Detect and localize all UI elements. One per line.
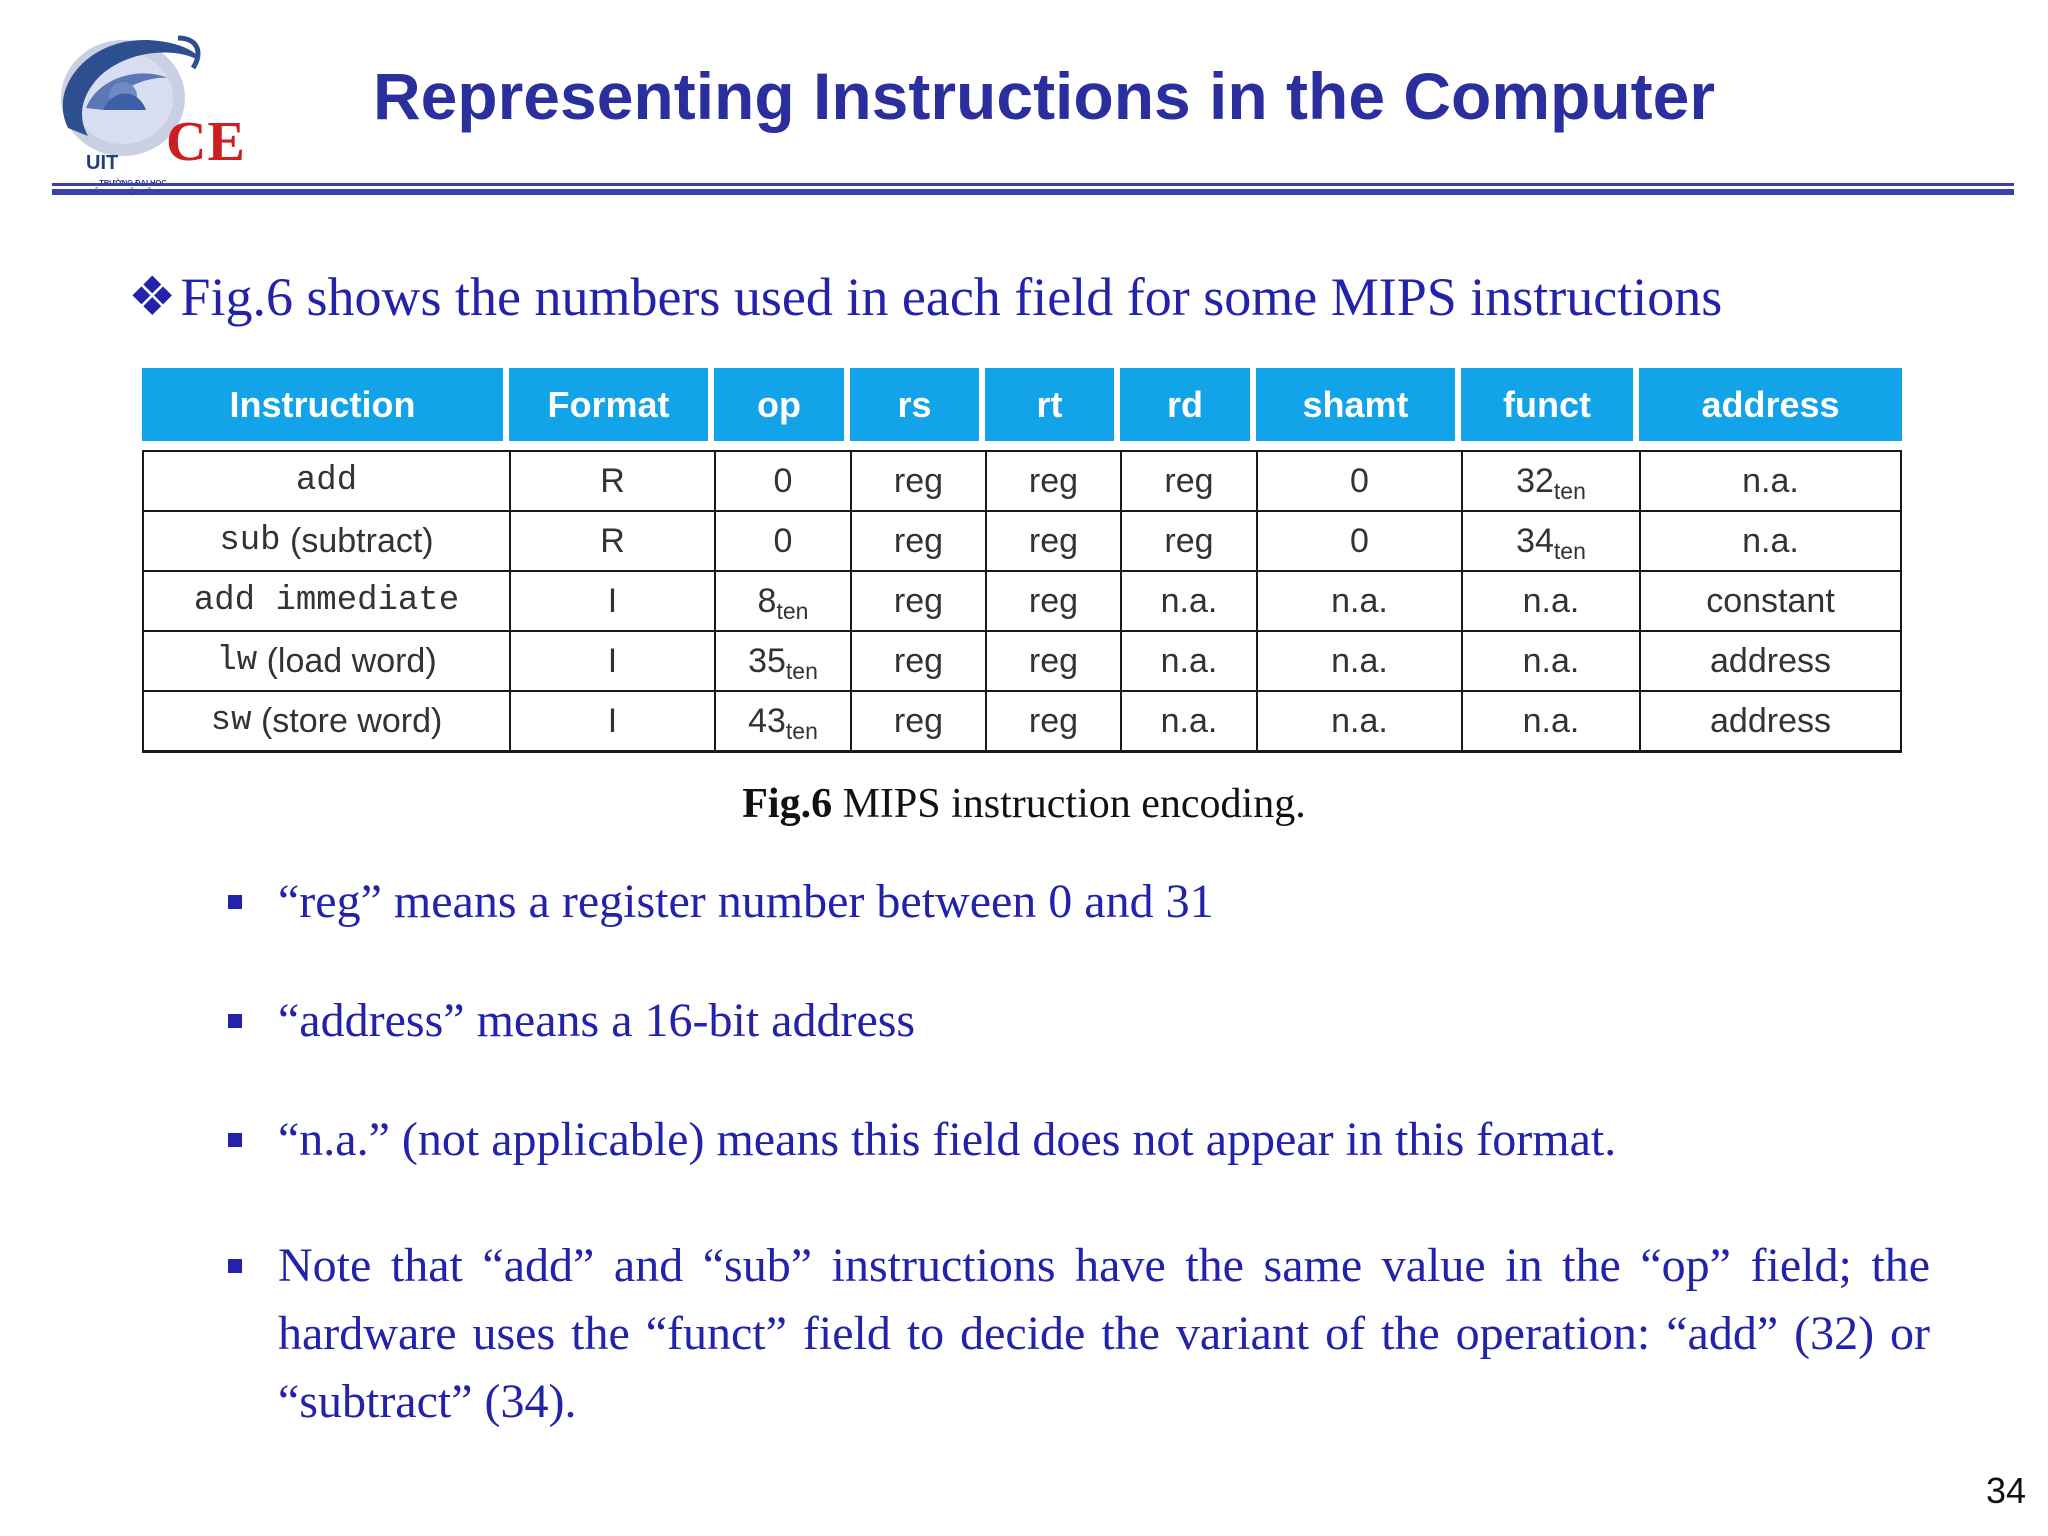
cell-op: 0 (716, 452, 852, 510)
cell-format: I (511, 692, 716, 750)
cell-funct: n.a. (1463, 632, 1641, 690)
op-value: 35 (748, 641, 786, 680)
instr-code: add immediate (193, 582, 460, 620)
cell-rs: reg (852, 512, 987, 570)
logo-uit-text: UIT (86, 152, 119, 174)
cell-shamt: n.a. (1258, 572, 1463, 630)
instr-desc: (subtract) (290, 521, 434, 560)
cell-instruction (144, 692, 511, 750)
op-subscript: ten (776, 597, 809, 624)
cell-shamt: n.a. (1258, 632, 1463, 690)
cell-rd: n.a. (1122, 572, 1258, 630)
cell-funct (1463, 512, 1641, 570)
cell-op (716, 632, 852, 690)
cell-rd: n.a. (1122, 692, 1258, 750)
page-number: 34 (1985, 1470, 2026, 1511)
instr-code: sw (210, 702, 252, 740)
figure-caption (0, 780, 2048, 828)
cell-address: address (1710, 641, 1831, 680)
caption-label: Fig.6 (742, 781, 833, 827)
op-value: 43 (748, 701, 786, 740)
cell-rt: reg (987, 632, 1122, 690)
header-rt: rt (985, 368, 1114, 441)
table-row (144, 572, 1900, 632)
instr-code: lw (216, 642, 258, 680)
cell-funct (1463, 452, 1641, 510)
cell-rs: reg (852, 692, 987, 750)
op-value: 8 (757, 581, 777, 620)
funct-value: 34 (1516, 521, 1554, 560)
table-row (144, 692, 1900, 750)
cell-rt: reg (987, 572, 1122, 630)
instr-desc: (store word) (260, 701, 443, 740)
cell-instruction (144, 572, 511, 630)
header-rs: rs (850, 368, 979, 441)
cell-rs: reg (852, 632, 987, 690)
table-header-row (142, 368, 1902, 441)
square-bullet-icon (228, 895, 242, 909)
funct-value: 32 (1516, 461, 1554, 500)
cell-address: n.a. (1742, 461, 1799, 500)
cell-shamt: 0 (1258, 452, 1463, 510)
cell-instruction (144, 512, 511, 570)
table-body (142, 450, 1902, 753)
table-row (144, 512, 1900, 572)
cell-rs: reg (852, 452, 987, 510)
list-item (230, 987, 1930, 1055)
cell-funct: n.a. (1463, 572, 1641, 630)
op-subscript: ten (785, 657, 818, 684)
square-bullet-icon (228, 1014, 242, 1028)
header-op: op (714, 368, 844, 441)
header-format: Format (509, 368, 708, 441)
cell-rd: n.a. (1122, 632, 1258, 690)
header-rd: rd (1120, 368, 1250, 441)
cell-format: R (511, 452, 716, 510)
list-item (230, 1106, 1930, 1174)
cell-rd: reg (1122, 452, 1258, 510)
header-shamt: shamt (1256, 368, 1455, 441)
funct-subscript: ten (1553, 477, 1586, 504)
intro-line (128, 265, 1722, 328)
cell-rs: reg (852, 572, 987, 630)
intro-text: Fig.6 shows the numbers used in each field for some MIPS instructions (180, 267, 1723, 327)
cell-address: address (1710, 701, 1831, 740)
cell-rd: reg (1122, 512, 1258, 570)
diamond-bullet-icon: ❖ (128, 267, 177, 327)
instr-desc: (load word) (266, 641, 437, 680)
cell-funct: n.a. (1463, 692, 1641, 750)
op-subscript: ten (785, 717, 818, 744)
title-divider-thick (52, 189, 2014, 195)
header-instruction: Instruction (142, 368, 503, 441)
list-item (230, 1232, 1930, 1436)
table-row (144, 452, 1900, 512)
header-address: address (1639, 368, 1902, 441)
title-divider-thin (52, 183, 2014, 186)
cell-op: 0 (716, 512, 852, 570)
caption-text: MIPS instruction encoding. (832, 781, 1306, 827)
cell-op (716, 572, 852, 630)
instr-code: sub (219, 522, 281, 560)
list-item-text: “address” means a 16-bit address (278, 994, 916, 1047)
cell-address: n.a. (1742, 521, 1799, 560)
cell-rt: reg (987, 452, 1122, 510)
slide-title: Representing Instructions in the Computer (372, 59, 1716, 133)
cell-format: I (511, 572, 716, 630)
header-funct: funct (1461, 368, 1633, 441)
cell-shamt: n.a. (1258, 692, 1463, 750)
list-item-text: Note that “add” and “sub” instructions have the same value in the “op” field; the hardware uses the “funct” field to decide the variant of the operation: “add” (32) or “subtract” (34). (278, 1239, 1930, 1428)
logo-ce-text: CE (166, 111, 246, 173)
cell-format: R (511, 512, 716, 570)
list-item (230, 868, 1930, 936)
cell-instruction (144, 632, 511, 690)
square-bullet-icon (228, 1259, 242, 1273)
funct-subscript: ten (1553, 537, 1586, 564)
table-row (144, 632, 1900, 692)
cell-address: constant (1706, 581, 1835, 620)
cell-format: I (511, 632, 716, 690)
list-item-text: “n.a.” (not applicable) means this field does not appear in this format. (278, 1113, 1617, 1166)
cell-rt: reg (987, 512, 1122, 570)
cell-instruction (144, 452, 511, 510)
cell-op (716, 692, 852, 750)
instr-code: add (295, 462, 358, 500)
list-item-text: “reg” means a register number between 0 and 31 (278, 875, 1214, 928)
cell-rt: reg (987, 692, 1122, 750)
cell-shamt: 0 (1258, 512, 1463, 570)
square-bullet-icon (228, 1133, 242, 1147)
mips-encoding-table (142, 368, 1902, 753)
